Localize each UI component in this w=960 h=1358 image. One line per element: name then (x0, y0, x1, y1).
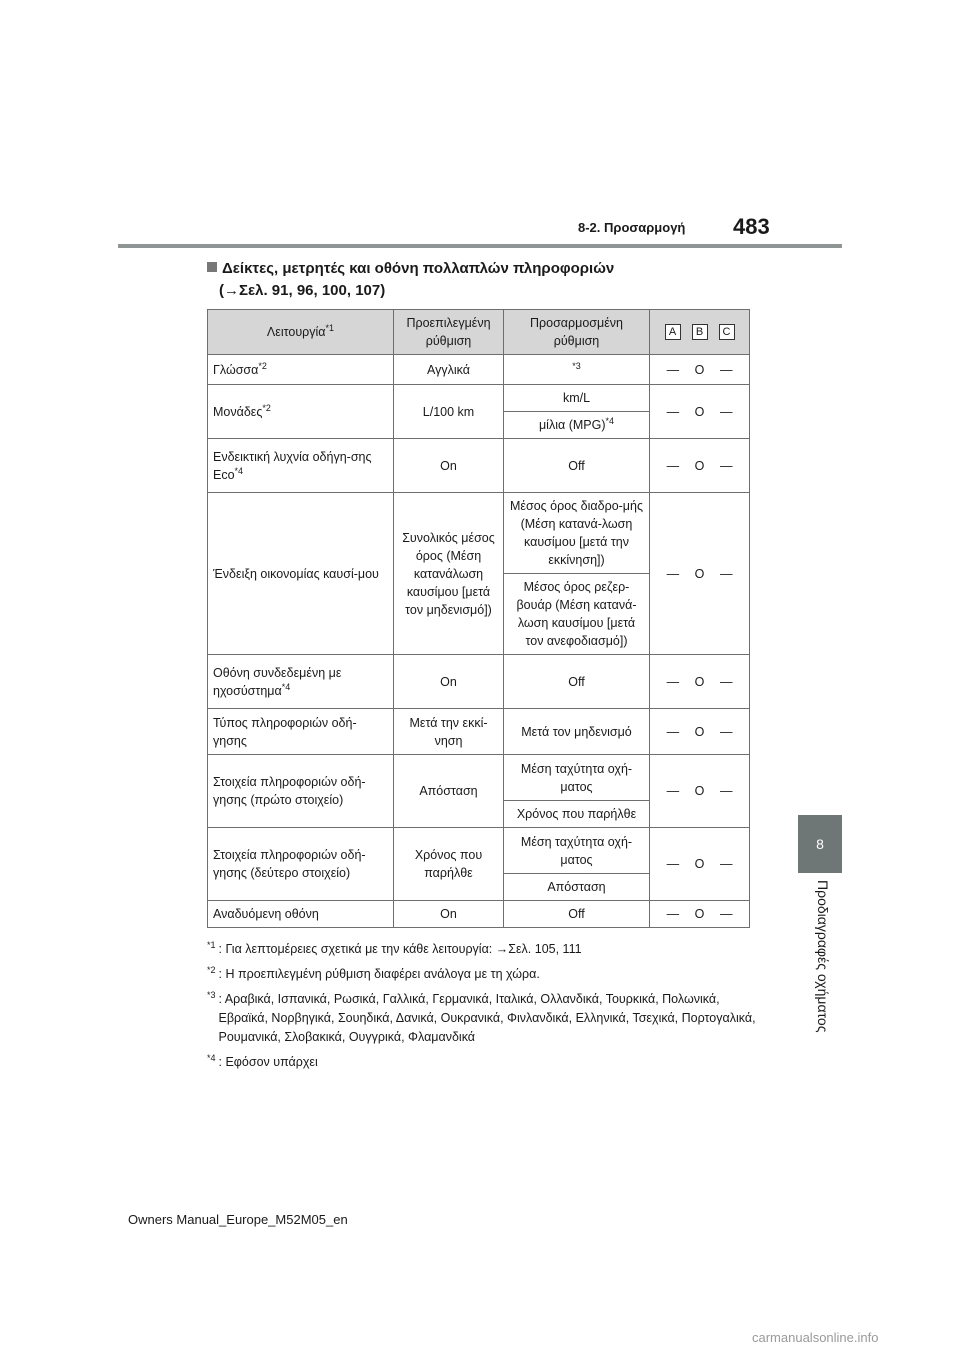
cell-abc: — O — (650, 439, 750, 493)
cell-custom: Μετά τον μηδενισμό (504, 709, 650, 755)
table-row (208, 709, 750, 755)
cell-custom: μίλια (MPG)$^{*4}$ (504, 412, 650, 439)
cell-abc: — O — (650, 355, 750, 385)
cell-custom: Μέσος όρος ρεζερ-βουάρ (Μέση κατανά-λωση καυσίμου [μετά τον ανεφοδιασμό]) (504, 574, 650, 655)
cell-default: L/100 km (394, 385, 504, 439)
footnote: $^{*3}$ : Αραβικά, Ισπανικά, Ρωσικά, Γαλλικά, Γερμανικά, Ιταλικά, Ολλανδικά, Τουρκικά, Πολωνικά, Εβραϊκά, Νορβηγικά, Σουηδικά, Δανικά, Ουκρανικά, Φινλανδικά, Ελληνικά, Τσεχικά, Πορτογαλικά, Ρουμανικά, Σλοβακικά, Ουγγρικά, Φλαμανδικά (207, 989, 756, 1044)
cell-function: Γλώσσα$^{*2}$ (208, 355, 394, 385)
cell-custom: Off (504, 901, 650, 928)
cell-function: Ένδειξη οικονομίας καυσί-μου (208, 493, 394, 655)
cell-default: Μετά την εκκί-νηση (394, 709, 504, 755)
chapter-tab[interactable] (798, 815, 842, 873)
header-function: Λειτουργία$^{*1}$ (208, 310, 394, 355)
cell-abc: — O — (650, 493, 750, 655)
table-header-row (208, 310, 750, 355)
cell-default: On (394, 655, 504, 709)
cell-custom: Μέση ταχύτητα οχή-ματος (504, 828, 650, 874)
heading-title: Δείκτες, μετρητές και οθόνη πολλαπλών πληροφοριών (222, 260, 615, 277)
cell-abc: — O — (650, 828, 750, 901)
table-row (208, 439, 750, 493)
table-row (208, 755, 750, 801)
cell-custom: Απόσταση (504, 874, 650, 901)
cell-default: Χρόνος που παρήλθε (394, 828, 504, 901)
cell-abc: — O — (650, 385, 750, 439)
table-row (208, 655, 750, 709)
cell-function: Στοιχεία πληροφοριών οδή-γησης (δεύτερο στοιχείο) (208, 828, 394, 901)
square-bullet-icon (207, 262, 217, 272)
cell-default: Αγγλικά (394, 355, 504, 385)
table-row (208, 385, 750, 412)
cell-default: On (394, 439, 504, 493)
cell-function: Ενδεικτική λυχνία οδήγη-σης Eco$^{*4}$ (208, 439, 394, 493)
cell-custom: *3 (504, 355, 650, 385)
cell-function: Μονάδες$^{*2}$ (208, 385, 394, 439)
cell-abc: — O — (650, 709, 750, 755)
page-number: 483 (733, 214, 770, 239)
header-abc (650, 310, 750, 355)
section-heading (207, 258, 767, 302)
cell-function: Αναδυόμενη οθόνη (208, 901, 394, 928)
cell-custom: Μέσος όρος διαδρο-μής (Μέση κατανά-λωση καυσίμου [μετά την εκκίνηση]) (504, 493, 650, 574)
cell-default: On (394, 901, 504, 928)
section-title: 8-2. Προσαρμογή (578, 220, 686, 235)
footnote: $^{*4}$ : Εφόσον υπάρχει (207, 1052, 318, 1069)
header-custom: Προσαρμοσμένη ρύθμιση (504, 310, 650, 355)
cell-abc: — O — (650, 755, 750, 828)
header-c: C (719, 324, 735, 340)
chapter-tab-label: Προδιαγραφές οχήματος (815, 880, 831, 1033)
header-b: B (692, 324, 708, 340)
cell-custom: Μέση ταχύτητα οχή-ματος (504, 755, 650, 801)
cell-custom: Off (504, 655, 650, 709)
cell-default: Απόσταση (394, 755, 504, 828)
cell-function: Οθόνη συνδεδεμένη με ηχοσύστημα$^{*4}$ (208, 655, 394, 709)
header-default: Προεπιλεγμένη ρύθμιση (394, 310, 504, 355)
watermark[interactable]: carmanualsonline.info (752, 1330, 879, 1345)
cell-custom: Χρόνος που παρήλθε (504, 801, 650, 828)
cell-custom: Off (504, 439, 650, 493)
chapter-tab-number: 8 (816, 836, 824, 852)
table-row (208, 493, 750, 574)
table-row (208, 901, 750, 928)
header-a: A (665, 324, 681, 340)
cell-default: Συνολικός μέσος όρος (Μέση κατανάλωση καυσίμου [μετά τον μηδενισμό]) (394, 493, 504, 655)
cell-abc: — O — (650, 655, 750, 709)
header-divider (118, 244, 842, 248)
cell-function: Τύπος πληροφοριών οδή-γησης (208, 709, 394, 755)
heading-reference: (→Σελ. 91, 96, 100, 107) (219, 282, 386, 299)
settings-table (207, 309, 750, 928)
footnote: $^{*2}$ : Η προεπιλεγμένη ρύθμιση διαφέρει ανάλογα με τη χώρα. (207, 964, 540, 981)
table-row (208, 828, 750, 874)
cell-function: Στοιχεία πληροφοριών οδή-γησης (πρώτο στοιχείο) (208, 755, 394, 828)
table-row (208, 355, 750, 385)
footnote: $^{*1}$ : Για λεπτομέρειες σχετικά με την κάθε λειτουργία: →Σελ. 105, 111 (207, 939, 582, 956)
cell-custom: km/L (504, 385, 650, 412)
footnotes (207, 940, 767, 1078)
cell-abc: — O — (650, 901, 750, 928)
footer-text: Owners Manual_Europe_M52M05_en (128, 1212, 348, 1227)
